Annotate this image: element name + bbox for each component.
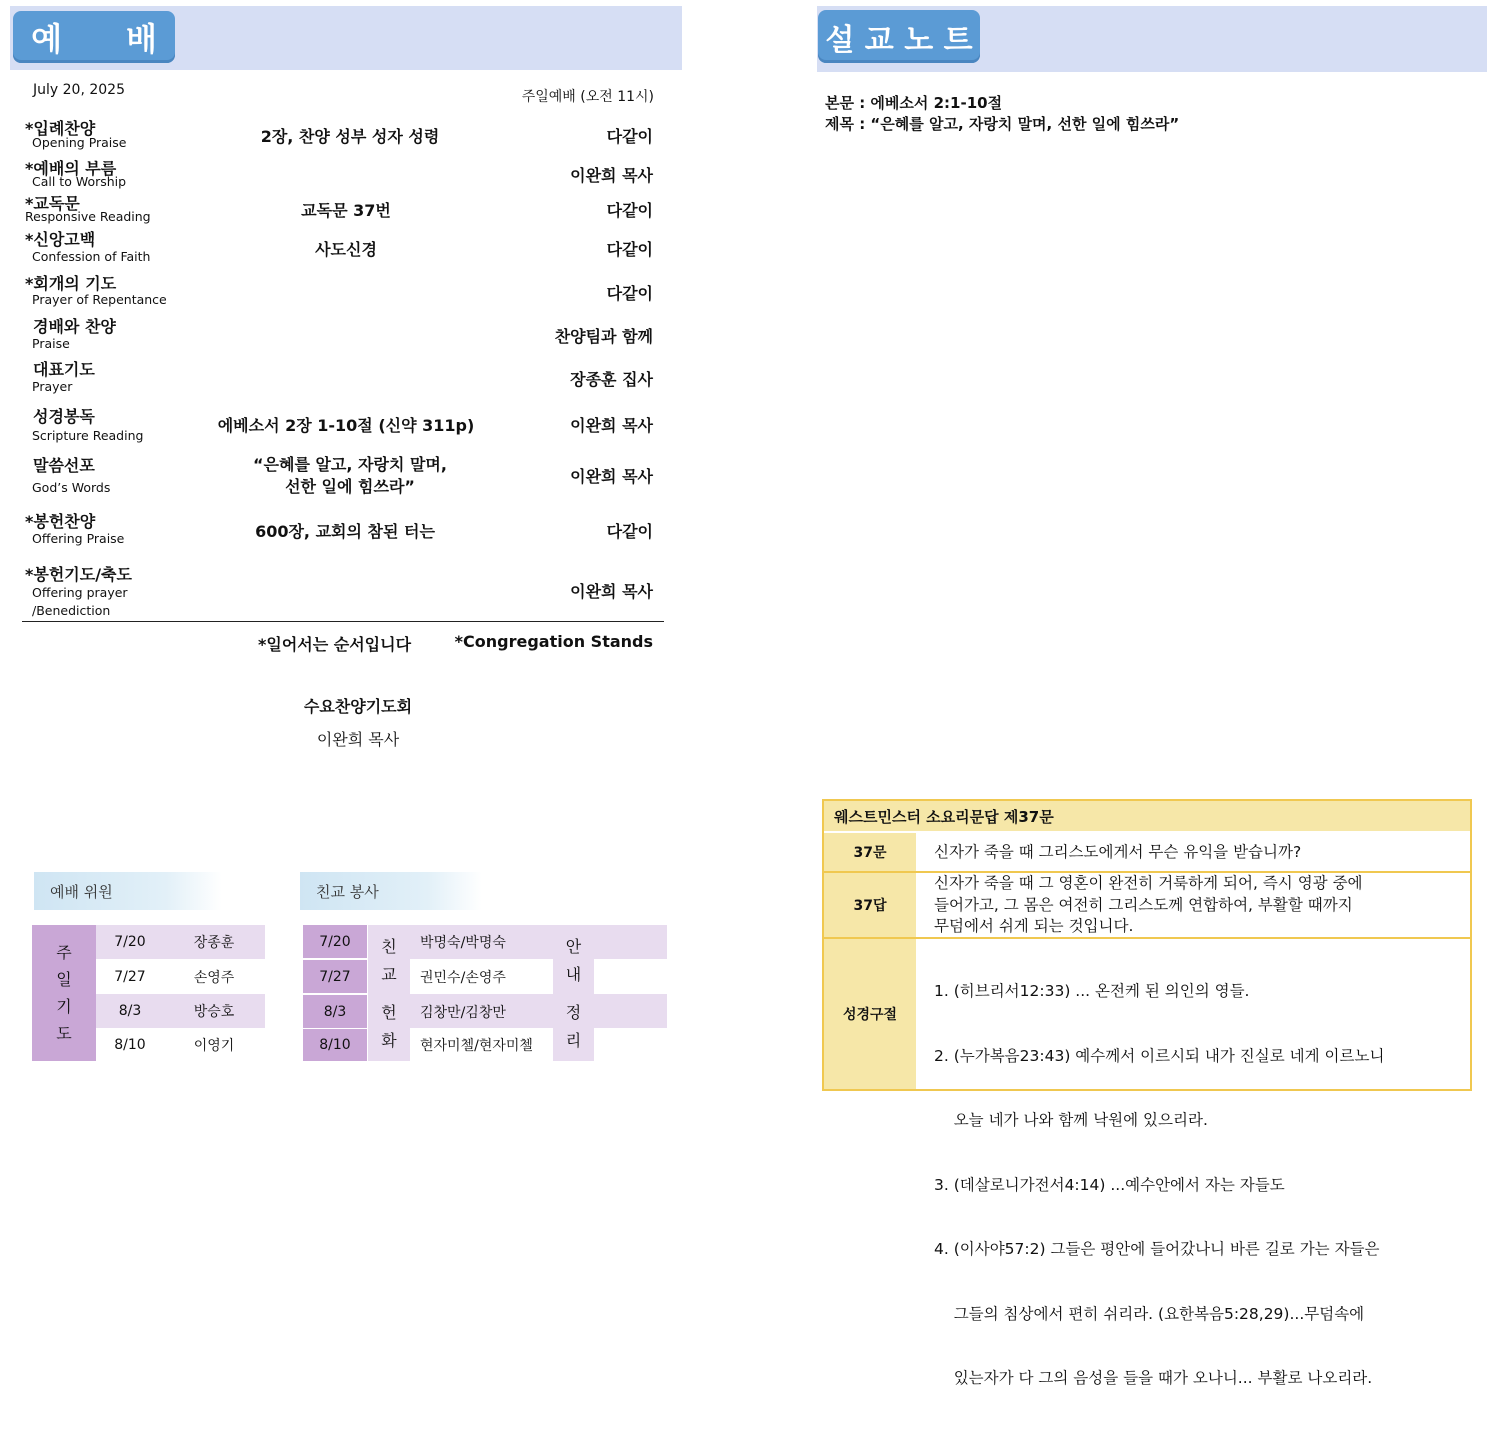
committee-side-char: 일: [56, 970, 72, 989]
item-en: Offering prayer: [32, 585, 128, 600]
committee-side-char: 기: [56, 997, 72, 1016]
question-text: 신자가 죽을 때 그리스도에게서 무슨 유익을 받습니까?: [934, 843, 1302, 861]
answer-line: 무덤에서 쉬게 되는 것입니다.: [934, 917, 1134, 935]
answer-text: [934, 873, 1363, 938]
committee-name: 손영주: [193, 970, 235, 986]
worship-header-tab: [13, 11, 175, 63]
item-ko: 경배와 찬양: [33, 317, 116, 336]
fellowship-names: 권민수/손영주: [420, 970, 506, 986]
verses-label: 성경구절: [824, 939, 916, 1089]
item-en: Responsive Reading: [25, 209, 151, 224]
item-ko: 말씀선포: [33, 456, 95, 475]
item-en: God’s Words: [32, 480, 111, 495]
stand-note-en: *Congregation Stands: [454, 632, 653, 651]
committee-side-char: 주: [56, 943, 72, 962]
fellowship-date: 7/20: [303, 925, 367, 958]
wednesday-title: 수요찬양기도회: [303, 697, 413, 716]
committee-date: 7/27: [114, 969, 146, 985]
question-label: 37문: [824, 833, 916, 871]
item-detail: 에베소서 2장 1-10절 (신약 311p): [217, 416, 475, 435]
item-ko: *교독문: [25, 194, 80, 213]
fellowship-mid-char: 친: [381, 936, 397, 956]
item-en: Scripture Reading: [32, 428, 144, 443]
fellowship-label-text: 친교 봉사: [316, 882, 379, 901]
verse-line: 1. (히브리서12:33) ... 온전케 된 의인의 영들.: [934, 982, 1250, 1000]
verse-line: 4. (이사야57:2) 그들은 평안에 들어갔나니 바른 길로 가는 자들은: [934, 1240, 1380, 1258]
service-time: 주일예배 (오전 11시): [521, 89, 654, 105]
verse-line: 3. (데살로니가전서4:14) ...예수안에서 자는 자들도: [934, 1175, 1285, 1194]
fellowship-date: 8/10: [303, 1029, 367, 1061]
item-ko: *입례찬양: [25, 119, 96, 138]
item-leader: 이완희 목사: [570, 166, 653, 185]
sermon-title-line1: “은혜를 알고, 자랑치 말며,: [253, 455, 447, 474]
catechism-title: 웨스트민스터 소요리문답 제37문: [824, 801, 1470, 831]
item-en: Call to Worship: [32, 174, 127, 189]
item-detail: 600장, 교회의 참된 터는: [255, 522, 435, 541]
answer-line: 신자가 죽을 때 그 영혼이 완전히 거룩하게 되어, 즉시 영광 중에: [934, 874, 1363, 892]
item-leader: 이완희 목사: [570, 582, 653, 601]
committee-name: 이영기: [193, 1037, 235, 1054]
item-leader: 다같이: [606, 284, 653, 303]
item-en: Confession of Faith: [32, 249, 151, 264]
item-leader: 다같이: [606, 522, 653, 541]
fellowship-side-char: 정: [565, 1002, 582, 1022]
sermon-header-label: 설 교 노 트: [825, 22, 973, 58]
item-en: Prayer of Repentance: [32, 292, 167, 307]
item-leader: 다같이: [606, 240, 653, 259]
fellowship-side-char: 안: [565, 936, 582, 956]
item-en: Prayer: [32, 379, 73, 394]
committee-side-char: 도: [56, 1024, 72, 1043]
item-en: /Benediction: [32, 603, 111, 618]
worship-date: July 20, 2025: [33, 82, 125, 98]
item-detail: 사도신경: [315, 240, 377, 259]
fellowship-mid-char: 헌: [381, 1002, 397, 1022]
item-ko: 대표기도: [33, 360, 95, 379]
committee-side: [32, 925, 96, 1061]
committee-date: 8/3: [118, 1003, 142, 1019]
answer-line: 들어가고, 그 몸은 여전히 그리스도께 연합하여, 부활할 때까지: [934, 895, 1353, 914]
verse-line: 오늘 네가 나와 함께 낙원에 있으리라.: [934, 1111, 1208, 1129]
item-leader: 찬양팀과 함께: [554, 327, 653, 346]
fellowship-names: 박명숙/박명숙: [420, 935, 506, 951]
item-en: Praise: [32, 336, 70, 351]
worship-header-label: 예 배: [31, 20, 157, 58]
item-ko: *회개의 기도: [25, 274, 117, 293]
verses-text: [934, 938, 1384, 1433]
committee-label-text: 예배 위원: [50, 882, 113, 901]
item-ko: 성경봉독: [33, 407, 95, 426]
item-detail: 2장, 찬양 성부 성자 성령: [260, 127, 440, 146]
item-leader: 이완희 목사: [570, 416, 653, 435]
fellowship-mid-char: 교: [381, 964, 397, 984]
committee-name: 장종훈: [193, 935, 235, 951]
stand-note-ko: *일어서는 순서입니다: [258, 635, 412, 654]
item-ko: *봉헌찬양: [25, 512, 96, 531]
item-leader: 다같이: [606, 127, 653, 146]
verse-line: 2. (누가복음23:43) 예수께서 이르시되 내가 진실로 네게 이르노니: [934, 1046, 1385, 1065]
catechism-box: [822, 799, 1472, 1387]
fellowship-mid-char: 화: [381, 1030, 397, 1050]
fellowship-names: 김창만/김창만: [420, 1005, 506, 1021]
sermon-header-tab: [818, 10, 980, 63]
committee-name: 방승호: [193, 1004, 235, 1020]
sermon-title-line2: 선한 일에 힘쓰라”: [285, 477, 415, 496]
fellowship-label: [300, 872, 482, 910]
fellowship-names: 현자미첼/현자미첼: [420, 1037, 533, 1054]
item-detail: 교독문 37번: [301, 201, 391, 220]
fellowship-side-char: 내: [565, 964, 582, 984]
answer-label: 37답: [824, 873, 916, 937]
verse-line: 있는자가 다 그의 음성을 들을 때가 오나니... 부활로 나오리라.: [934, 1369, 1373, 1387]
item-en: Offering Praise: [32, 531, 125, 546]
item-leader: 장종훈 집사: [570, 370, 653, 389]
item-leader: 이완희 목사: [570, 467, 653, 486]
fellowship-date: 8/3: [303, 995, 367, 1028]
item-leader: 다같이: [606, 201, 653, 220]
divider: [22, 621, 664, 622]
item-en: Opening Praise: [32, 135, 127, 150]
committee-label: [34, 872, 222, 910]
committee-date: 7/20: [114, 934, 146, 950]
sermon-text: 본문 : 에베소서 2:1-10절: [825, 94, 1003, 112]
fellowship-side-char: 리: [565, 1030, 582, 1050]
committee-date: 8/10: [114, 1036, 146, 1053]
wednesday-leader: 이완희 목사: [316, 730, 400, 749]
item-ko: *봉헌기도/축도: [25, 565, 132, 584]
fellowship-date: 7/27: [303, 960, 367, 993]
item-ko: *예배의 부름: [25, 159, 117, 178]
item-ko: *신앙고백: [25, 230, 96, 249]
verse-line: 그들의 침상에서 편히 쉬리라. (요한복음5:28,29)...무덤속에: [934, 1304, 1365, 1323]
sermon-title: 제목 : “은혜를 알고, 자랑치 말며, 선한 일에 힘쓰라”: [825, 115, 1180, 133]
